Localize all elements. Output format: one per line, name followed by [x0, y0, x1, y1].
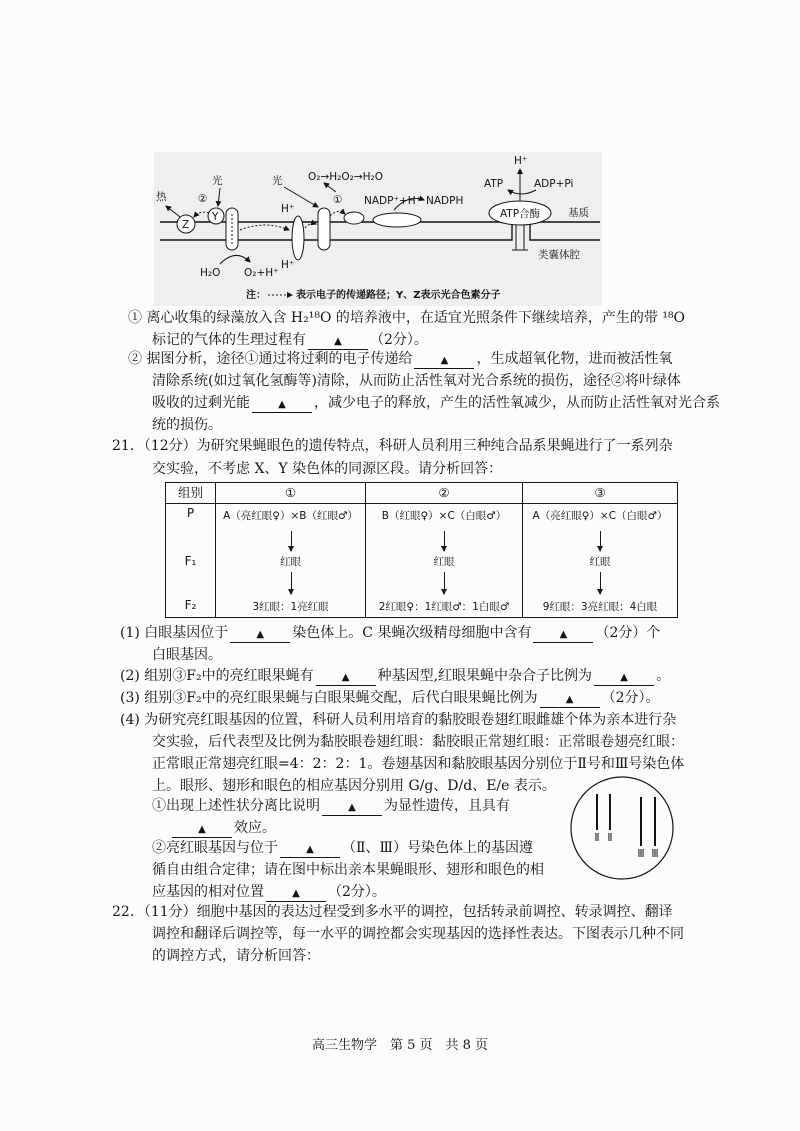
- atp-label: ATP: [484, 178, 504, 190]
- q21-p4-i-line1: [152, 796, 510, 816]
- q21-p4-ii-line3: [152, 882, 386, 902]
- path-2-label: ②: [198, 193, 208, 205]
- cytochrome-complex: [292, 216, 304, 260]
- h2o-label: H₂O: [200, 267, 221, 279]
- answer-blank: ▲: [322, 800, 382, 816]
- chromosome-ii-b-label: Ⅱ: [607, 832, 613, 844]
- down-arrow: [291, 531, 292, 551]
- answer-blank: ▲: [280, 842, 340, 858]
- atp-synthase-label: ATP合酶: [499, 208, 541, 220]
- diagram-note-prefix: 注：: [246, 290, 266, 301]
- col1-f1: 红眼: [280, 556, 301, 568]
- q21-intro-line1: 21．（12分）为研究果蝇眼色的遗传特点，科研人员利用三种纯合品系果蝇进行了一系列杂: [112, 438, 673, 454]
- chromosome-ii-a-label: Ⅱ: [594, 832, 600, 844]
- down-arrow: [444, 531, 445, 551]
- cell-outline: [571, 777, 673, 879]
- col2-f1: 红眼: [433, 556, 455, 568]
- q21-p1-tail: （2分）个: [595, 625, 661, 641]
- q21-p4-ii-tail: （Ⅱ、Ⅲ）号染色体上的基因遵: [342, 840, 534, 856]
- chromosome-diagram: [566, 774, 678, 886]
- q21-p3-text: (3) 组别③F₂中的亮红眼果蝇与白眼果蝇交配，后代白眼果蝇比例为: [120, 690, 538, 706]
- col2-f2: 2红眼♀：1红眼♂：1白眼♂: [378, 601, 510, 613]
- table-header-1: ①: [216, 483, 366, 504]
- q21-p4-ii-line1: [152, 838, 533, 858]
- q20-s2-line3-tail: ，减少电子的释放，产生的活性氧减少，从而防止活性氧对光合系: [314, 395, 720, 411]
- ferredoxin: [344, 212, 364, 224]
- table-row-labels: [166, 504, 216, 617]
- q22-line2: 调控和翻译后调控等，每一水平的调控都会实现基因的选择性表达。下图表示几种不同: [152, 926, 684, 942]
- q21-p4-ii-line3-text: 应基因的相对位置: [152, 884, 264, 900]
- col1-parents: A（亮红眼♀）×B（红眼♂）: [223, 510, 358, 522]
- answer-blank: ▲: [316, 670, 376, 686]
- answer-blank: ▲: [308, 334, 368, 350]
- q21-p4-i-text: ①出现上述性状分离比说明: [152, 798, 320, 814]
- row-label-f1: F₁: [184, 554, 197, 568]
- answer-blank: ▲: [594, 670, 654, 686]
- q21-p4-line4: 上。眼形、翅形和眼色的相应基因分别用 G/g、D/d、E/e 表示。: [152, 778, 556, 794]
- chromosome-iii-a-label: Ⅲ: [637, 848, 645, 860]
- y-label: Y: [212, 211, 219, 223]
- q20-s1-line1: ① 离心收集的绿藻放入含 H₂¹⁸O 的培养液中，在适宜光照条件下继续培养，产生的带 ¹⁸O: [128, 310, 686, 326]
- table-column-1: [216, 504, 366, 617]
- q20-s2-line3-text: 吸收的过剩光能: [152, 395, 250, 411]
- q21-p1-text: (1) 白眼基因位于: [120, 625, 229, 641]
- q21-p4-line1: (4) 为研究亮红眼基因的位置，科研人员利用培育的黏胶眼卷翅红眼雌雄个体为亲本进行杂: [120, 712, 677, 728]
- q21-p1-line1: [120, 623, 660, 643]
- q20-s1-score: （2分）。: [370, 332, 428, 348]
- photosystem-i: [318, 208, 330, 250]
- q21-p1-mid: 染色体上。C 果蝇次级精母细胞中含有: [292, 625, 532, 641]
- chromosome-iii-b-label: Ⅲ: [651, 848, 659, 860]
- answer-blank: ▲: [533, 627, 593, 643]
- q21-p2-line1: [120, 666, 670, 686]
- col3-f2: 9红眼：3亮红眼：4白眼: [542, 601, 658, 613]
- h-plus-atp-label: H⁺: [514, 155, 528, 167]
- table-column-2: [366, 504, 523, 617]
- col2-parents: B（红眼♀）×C（白眼♂）: [381, 510, 507, 522]
- cross-experiment-table: [165, 482, 678, 618]
- answer-blank: ▲: [172, 822, 232, 838]
- h-plus-top-label: H⁺: [281, 203, 295, 215]
- q21-p4-ii-score: （2分）。: [328, 884, 386, 900]
- q20-s2-line2: 清除系统(如过氧化氢酶等)清除，从而防止活性氧对光合系统的损伤，途径②将叶绿体: [152, 373, 681, 389]
- q20-s2-line1-tail: ，生成超氧化物，进而被活性氧: [476, 351, 673, 367]
- table-column-3: [523, 504, 677, 617]
- answer-blank: ▲: [266, 886, 326, 902]
- col3-f1: 红眼: [589, 556, 611, 568]
- q21-p4-i-end: 效应。: [234, 820, 276, 836]
- table-header-2: ②: [366, 483, 523, 504]
- q21-p4-ii-text: ②亮红眼基因与位于: [152, 840, 278, 856]
- row-label-f2: F₂: [184, 598, 197, 612]
- answer-blank: ▲: [230, 627, 290, 643]
- adp-pi-label: ADP+Pi: [534, 178, 574, 190]
- table-header-group: 组别: [166, 483, 216, 504]
- q21-p1-line2: 白眼基因。: [152, 647, 222, 663]
- q21-p3-line1: [120, 688, 660, 708]
- q20-s2-line1-text: ② 据图分析，途径①通过将过剩的电子传递给: [128, 351, 413, 367]
- nadp-reductase: [373, 213, 421, 227]
- heat-label: 热: [156, 191, 167, 203]
- stroma-label: 基质: [568, 207, 589, 219]
- down-arrow: [600, 572, 601, 594]
- diagram-note-text: 表示电子的传递路径；Y、Z表示光合色素分子: [296, 290, 501, 301]
- q21-p3-tail: （2分）。: [601, 690, 660, 706]
- q20-s2-line1: [128, 349, 672, 369]
- q20-s1-line2-text: 标记的气体的生理过程有: [152, 332, 306, 348]
- q22-line1: 22．（11分）细胞中基因的表达过程受到多水平的调控，包括转录前调控、转录调控、翻译: [112, 904, 673, 920]
- q21-intro-line2: 交实验，不考虑 X、Y 染色体的同源区段。请分析回答：: [152, 461, 503, 477]
- light-mid-label: 光: [272, 175, 283, 187]
- q21-p4-i-tail: 为显性遗传，且具有: [384, 798, 510, 814]
- page-footer: 高三生物学 第 5 页 共 8 页: [311, 1038, 489, 1053]
- col1-f2: 3红眼：1亮红眼: [252, 601, 329, 613]
- q21-p4-line3: 正常眼正常翅亮红眼=4：2：2：1。卷翅基因和黏胶眼基因分别位于Ⅱ号和Ⅲ号染色体: [152, 756, 685, 772]
- table-header-3: ③: [523, 483, 677, 504]
- down-arrow: [291, 572, 292, 594]
- col3-parents: A（亮红眼♀）×C（白眼♂）: [532, 510, 668, 522]
- q21-p2-mid: 种基因型,红眼果蝇中杂合子比例为: [377, 668, 593, 684]
- q21-p4-ii-line2: 循自由组合定律；请在图中标出亲本果蝇眼形、翅形和眼色的相: [152, 862, 544, 878]
- h-plus-bottom-label: H⁺: [281, 259, 295, 271]
- row-label-p: P: [186, 506, 195, 520]
- q21-p2-text: (2) 组别③F₂中的亮红眼果蝇有: [120, 668, 314, 684]
- z-label: Z: [182, 219, 190, 231]
- path-1-label: ①: [333, 194, 343, 206]
- light-left-label: 光: [212, 175, 223, 187]
- photosynthesis-diagram: [150, 150, 605, 308]
- lumen-label: 类囊体腔: [538, 249, 580, 261]
- q20-s1-line2: [152, 330, 428, 350]
- answer-blank: ▲: [252, 397, 312, 413]
- o2-chain-label: O₂→H₂O₂→H₂O: [308, 171, 384, 183]
- q20-s2-line3: [152, 393, 720, 413]
- q22-line3: 的调控方式，请分析回答：: [152, 948, 320, 964]
- down-arrow: [600, 531, 601, 551]
- o2-h-label: O₂+H⁺: [244, 267, 279, 279]
- q21-p4-line2: 交实验，后代表型及比例为黏胶眼卷翅红眼：黏胶眼正常翅红眼：正常眼卷翅亮红眼：: [152, 734, 684, 750]
- down-arrow: [444, 572, 445, 594]
- nadph-label: NADPH: [426, 195, 464, 207]
- q20-s2-line4: 统的损伤。: [152, 417, 222, 433]
- answer-blank: ▲: [540, 692, 600, 708]
- q21-p2-tail: 。: [656, 668, 671, 684]
- nadp-label: NADP⁺+H⁺: [364, 195, 422, 207]
- q21-p4-i-line2: [170, 818, 276, 838]
- answer-blank: ▲: [414, 353, 474, 369]
